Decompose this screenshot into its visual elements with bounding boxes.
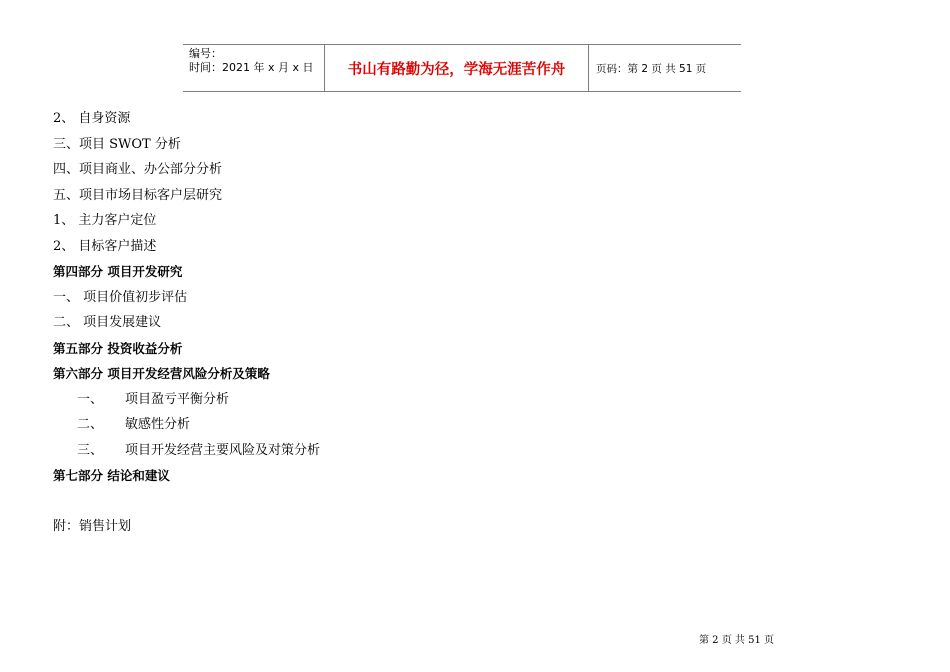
table-of-contents bbox=[53, 106, 753, 540]
toc-item: 2、 自身资源 bbox=[53, 111, 131, 126]
toc-item: 2、 目标客户描述 bbox=[53, 238, 157, 254]
toc-section-heading: 第六部分 项目开发经营风险分析及策略 bbox=[53, 366, 270, 381]
header-page-info: 页码：第 2 页 共 51 页 bbox=[596, 62, 707, 75]
header-time-label: 时间：2021 年 x 月 x 日 bbox=[189, 61, 314, 74]
toc-item: 二、 项目发展建议 bbox=[53, 315, 162, 330]
toc-section-heading: 第七部分 结论和建议 bbox=[53, 468, 170, 483]
toc-sub-item-number: 三、 bbox=[77, 442, 104, 458]
page-footer: 第 2 页 共 51 页 bbox=[699, 635, 774, 646]
toc-sub-item bbox=[53, 412, 753, 438]
toc-item: 四、项目商业、办公部分分析 bbox=[53, 162, 223, 177]
header-number-label: 编号： bbox=[189, 47, 222, 60]
toc-item: 一、 项目价值初步评估 bbox=[53, 289, 188, 305]
header-motto: 书山有路勤为径，学海无涯苦作舟 bbox=[325, 45, 589, 91]
toc-sub-item bbox=[53, 438, 753, 464]
toc-sub-item-text: 敏感性分析 bbox=[125, 417, 191, 432]
toc-sub-item-text: 项目盈亏平衡分析 bbox=[125, 391, 230, 407]
toc-section-heading: 第五部分 投资收益分析 bbox=[53, 340, 183, 356]
toc-sub-item-text: 项目开发经营主要风险及对策分析 bbox=[125, 442, 321, 458]
toc-appendix: 附：销售计划 bbox=[53, 519, 132, 534]
toc-section-heading: 第四部分 项目开发研究 bbox=[53, 264, 183, 279]
toc-sub-item-number: 一、 bbox=[77, 391, 104, 407]
toc-spacer bbox=[53, 489, 753, 515]
toc-sub-item bbox=[53, 387, 753, 413]
toc-item: 1、 主力客户定位 bbox=[53, 213, 157, 228]
page-header bbox=[183, 44, 741, 92]
toc-sub-item-number: 二、 bbox=[77, 417, 104, 432]
toc-item: 五、项目市场目标客户层研究 bbox=[53, 187, 223, 203]
toc-item: 三、项目 SWOT 分析 bbox=[53, 136, 181, 152]
header-meta-cell bbox=[183, 45, 325, 91]
